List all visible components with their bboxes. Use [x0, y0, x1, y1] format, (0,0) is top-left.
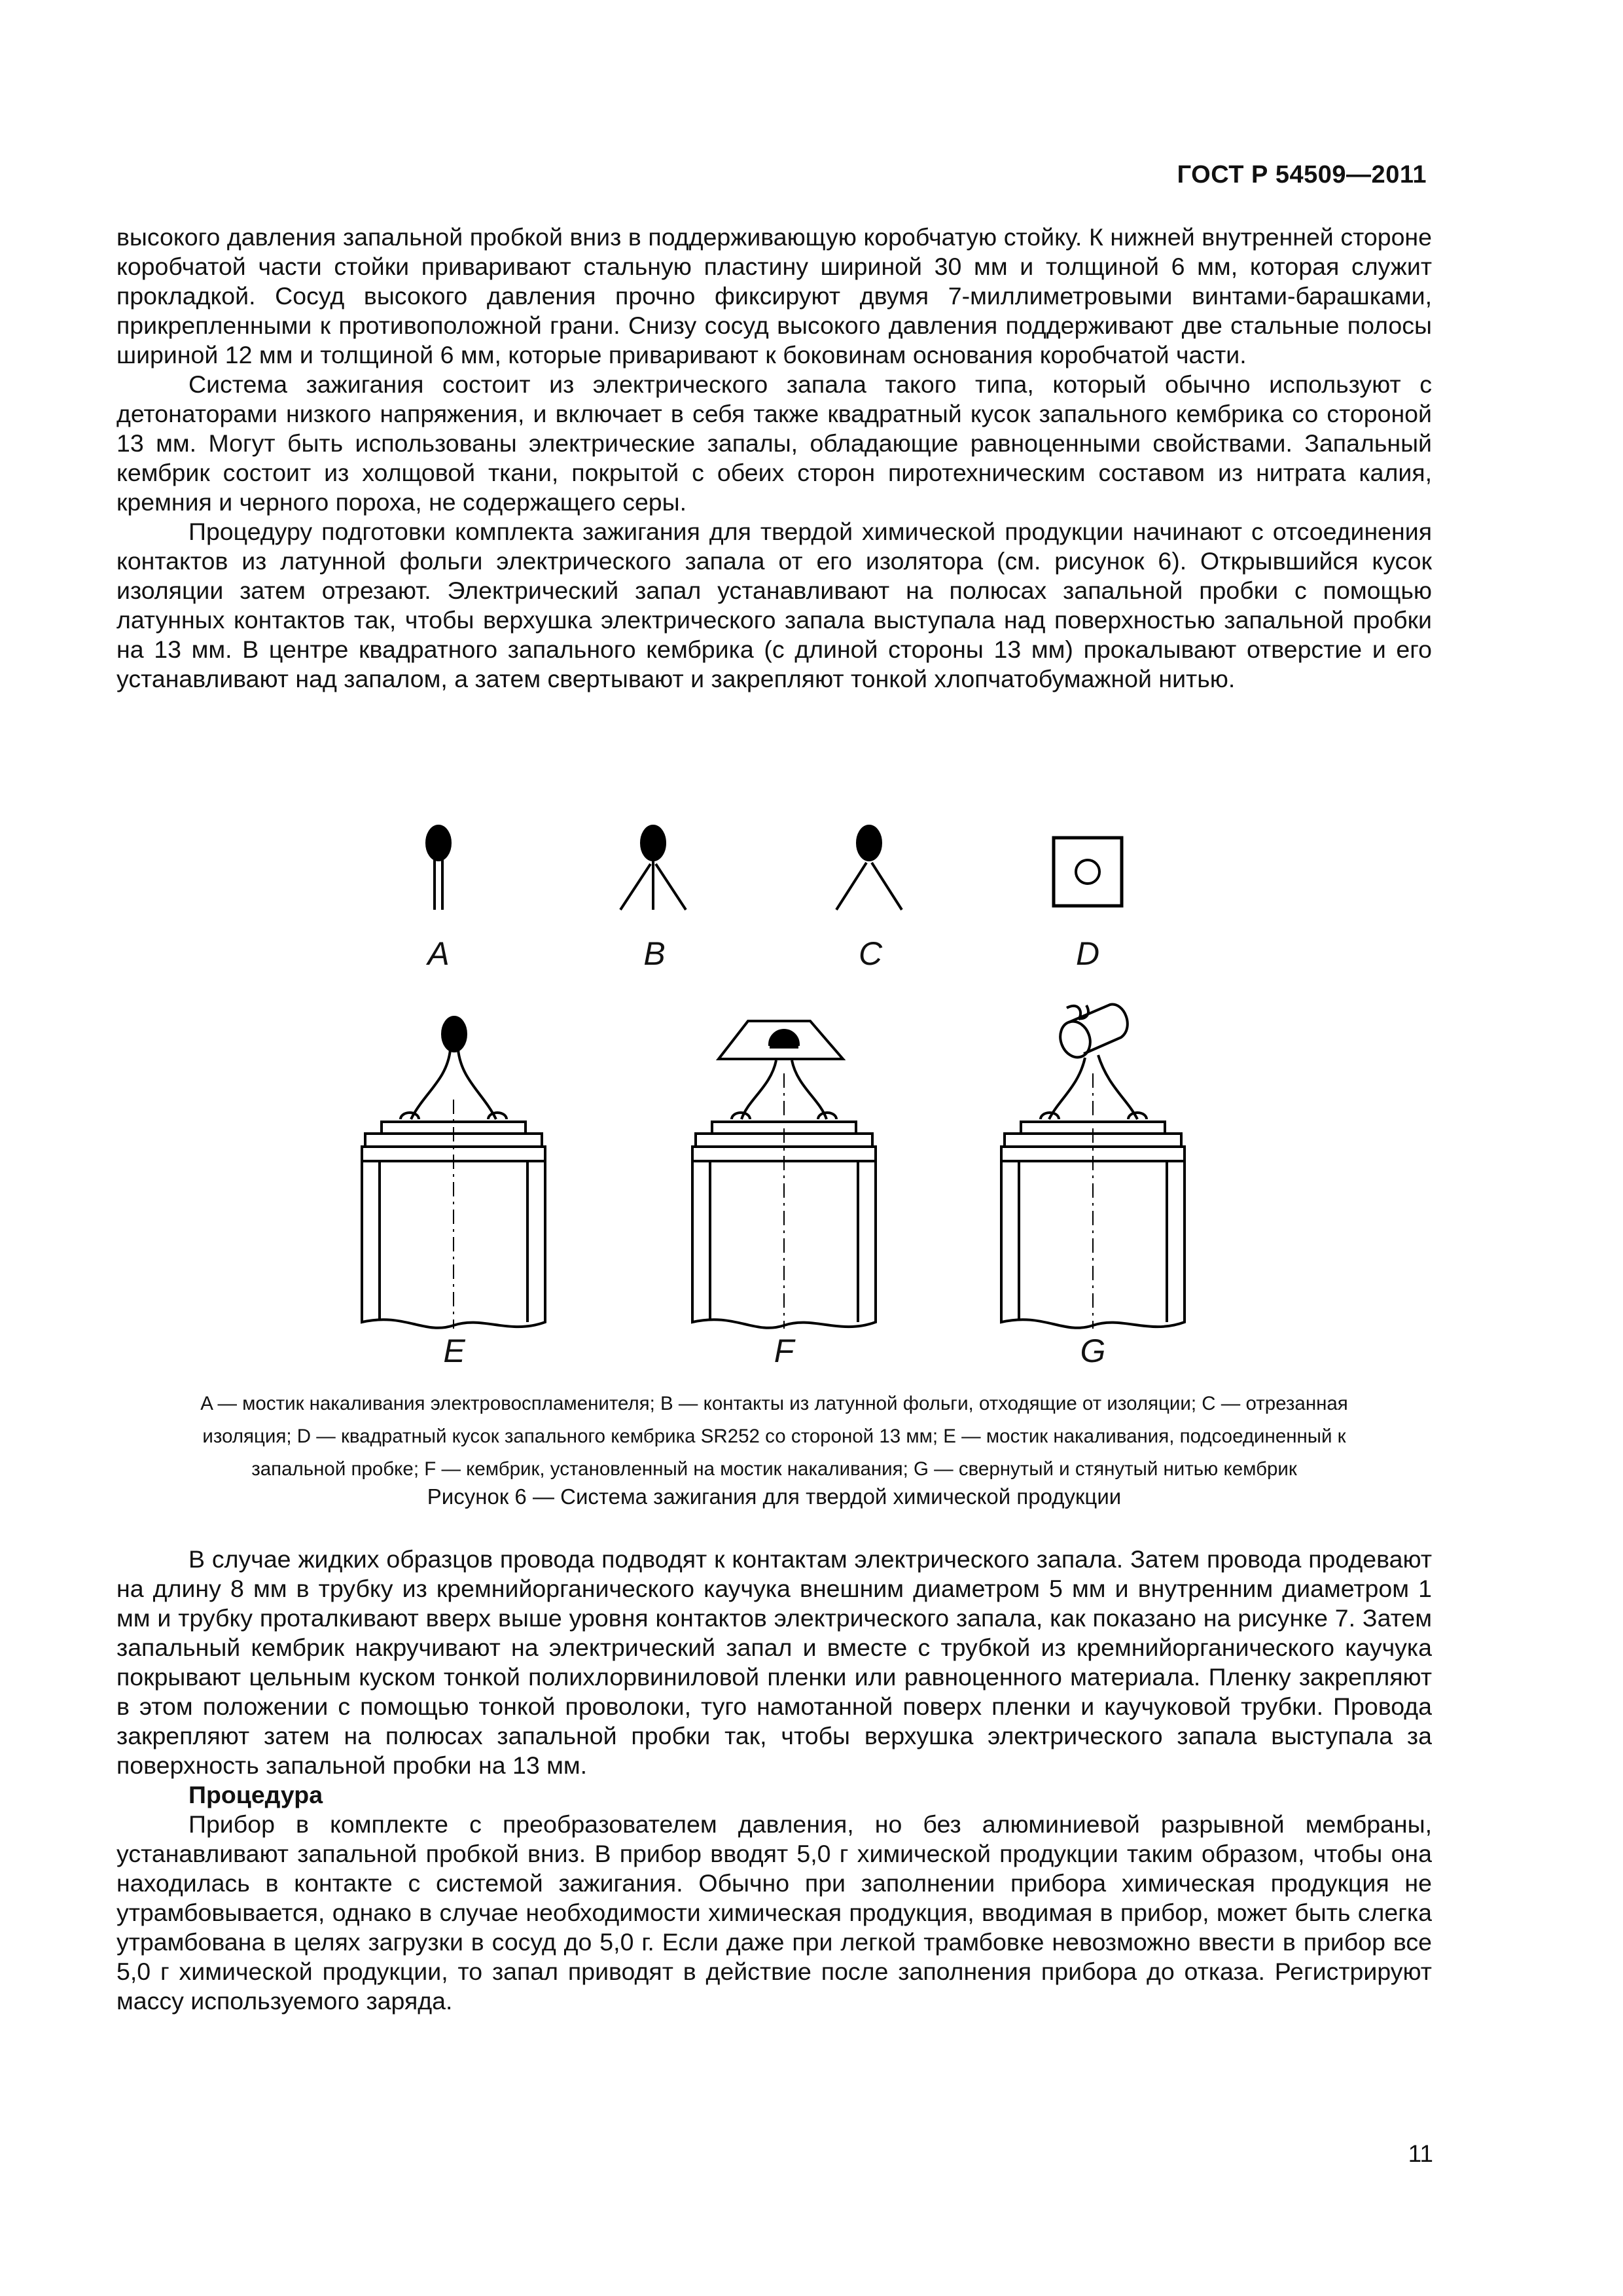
- fuse-contacts-b: [620, 826, 686, 910]
- fuse-head-a: [427, 826, 450, 910]
- document-header: ГОСТ Р 54509—2011: [1177, 161, 1427, 188]
- paragraph: высокого давления запальной пробкой вниз в поддерживающую коробчатую стойку. К нижней внутренней стороне коробчатой части стойки приваривают стальную пластину шириной 30 мм и толщиной 6 мм, которая служит прокладкой. Сосуд высокого давления прочно фиксируют двумя 7-миллиметровыми винтами-барашками, прикрепленными к противоположной грани. Снизу сосуд высокого давления поддерживают две стальные полосы шириной 12 мм и толщиной 6 мм, которые приваривают к боковинам основания коробчатой части.: [116, 223, 1432, 368]
- paragraph: Прибор в комплекте с преобразователем давления, но без алюминиевой разрывной мембраны, устанавливают запальной пробкой вниз. В прибор вводят 5,0 г химической продукции таким образом, чтобы она находилась в контакте с системой зажигания. Обычно при заполнении прибора химическая продукция не утрамбовывается, однако в случае необходимости химическая продукция, вводимая в прибор, может быть слегка утрамбована в целях загрузки в сосуд до 5,0 г. Если даже при легкой трамбовке невозможно ввести в прибор все 5,0 г химической продукции, то запал приводят в действие после заполнения прибора до отказа. Регистрируют массу используемого заряда.: [116, 1810, 1432, 2015]
- paragraph: Процедуру подготовки комплекта зажигания для твердой химической продукции начинают с отсоединения контактов из латунной фольги электрического запала от его изолятора (см. рисунок 6). Открывшийся кусок изоляции затем отрезают. Электрический запал устанавливают на полюсах запальной пробки с помощью латунных контактов так, чтобы верхушка электрического запала выступала над поверхностью запальной пробки на 13 мм. В центре квадратного запального кембрика (с длиной стороны 13 мм) прокалывают отверстие и его устанавливают над запалом, а затем свертывают и закрепляют тонкой хлопчатобумажной нитью.: [116, 518, 1432, 692]
- figure-label-f: F: [774, 1333, 794, 1369]
- assembly-e: [362, 1017, 545, 1329]
- figure-label-a: A: [427, 935, 450, 972]
- figure-label-g: G: [1080, 1333, 1106, 1369]
- assembly-g: [1001, 1005, 1185, 1329]
- assembly-f: [692, 1021, 876, 1329]
- fuse-cut-c: [836, 826, 902, 910]
- ignition-system-diagram: [116, 812, 1432, 1374]
- figure-label-c: C: [858, 935, 883, 972]
- figure-label-b: B: [643, 935, 666, 972]
- figure-caption: Рисунок 6 — Система зажигания для твердой химической продукции: [427, 1484, 1122, 1509]
- legend-line: A — мостик накаливания электровоспламенителя; B — контакты из латунной фольги, отходящие от изоляции; C — отрезанная: [200, 1393, 1348, 1414]
- figure-legend: [116, 1388, 1432, 1486]
- page-number: 11: [1408, 2140, 1433, 2167]
- figure-label-d: D: [1075, 935, 1100, 972]
- cambric-square-d: [1054, 838, 1122, 906]
- paragraph: Система зажигания состоит из электрического запала такого типа, который обычно используют с детонаторами низкого напряжения, и включает в себя также квадратный кусок запального кембрика со стороной 13 мм. Могут быть использованы электрические запалы, обладающие равноценными свойствами. Запальный кембрик состоит из холщовой ткани, покрытой с обеих сторон пиротехническим составом из нитрата калия, кремния и черного пороха, не содержащего серы.: [116, 370, 1432, 516]
- legend-line: изоляция; D — квадратный кусок запального кембрика SR252 со стороной 13 мм; E — мостик накаливания, подсоединенный к: [202, 1426, 1346, 1447]
- paragraph: В случае жидких образцов провода подводят к контактам электрического запала. Затем провода продевают на длину 8 мм в трубку из кремнийорганического каучука внешним диаметром 5 мм и внутренним диаметром 1 мм и трубку проталкивают вверх выше уровня контактов электрического запала, как показано на рисунке 7. Затем запальный кембрик накручивают на электрический запал и вместе с трубкой из кремнийорганического каучука покрывают цельным куском тонкой полихлорвиниловой пленки или равноценного материала. Пленку закрепляют в этом положении с помощью тонкой проволоки, туго намотанной поверх пленки и каучуковой трубки. Провода закрепляют затем на полюсах запальной пробки так, чтобы верхушка электрического запала выступала за поверхность запальной пробки на 13 мм.: [116, 1545, 1432, 1779]
- figure-6: [116, 812, 1432, 1374]
- body-text-top: [116, 223, 1432, 694]
- legend-line: запальной пробке; F — кембрик, установленный на мостик накаливания; G — свернутый и стянутый нитью кембрик: [251, 1458, 1297, 1480]
- section-heading: Процедура: [188, 1781, 323, 1808]
- body-text-bottom: [116, 1545, 1432, 2016]
- figure-label-e: E: [443, 1333, 465, 1369]
